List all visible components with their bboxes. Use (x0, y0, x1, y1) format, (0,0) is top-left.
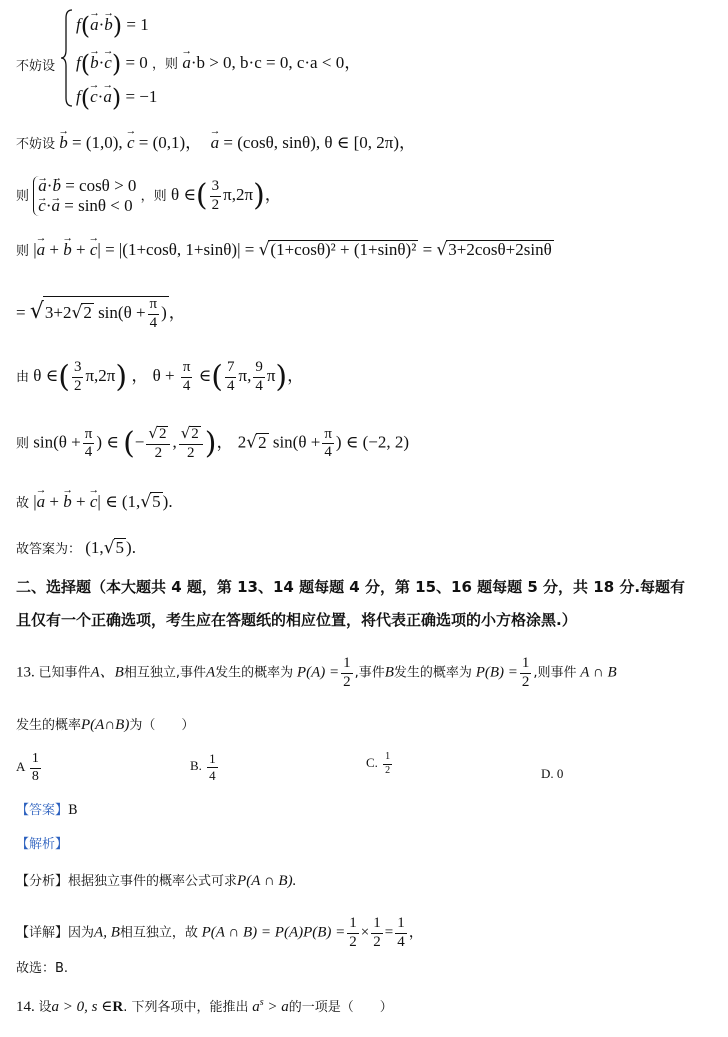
section-title-line2: 且仅有一个正确选项，考生应在答题纸的相应位置，将代表正确选项的小方格涂黑.） (16, 611, 577, 629)
q13-number: 13. (16, 664, 35, 681)
let-line: 不妨设 b → = (1,0), c → = (0,1)， a → = (cosθ, sinθ), θ ∈ [0, 2π)， (16, 134, 416, 151)
q13-option-c[interactable]: C. $\frac{1}{2}$ (366, 751, 391, 776)
section-title-line1: 二、选择题（本大题共 4 题，第 13、14 题每题 4 分，第 15、16 题每题 5 分，共 18 分.每题有 (16, 578, 686, 596)
system-eq2: f(b →·c →) = 0 ，则 a →·b > 0, b·c = 0, c·a < 0， (76, 52, 361, 76)
q13-analysis-tag: 【解析】 (16, 837, 69, 852)
hence-line: 故 |a → + b → + c →| ∈ (1,√5 ). (16, 492, 173, 511)
q13-option-b[interactable]: B. $\frac{1}{4}$ (190, 751, 216, 783)
q13-fenxi: 【分析】根据独立事件的概率公式可求P(A ∩ B). (16, 873, 297, 889)
q13-detail: 【详解】因为A, B相互独立，故 P(A ∩ B) = P(A)P(B) = $\frac{1}{2}$ × $\frac{1}{2}$ = $\frac{1}{4}$ ， (16, 915, 424, 950)
sin-range-line: 则 sin(θ + $\frac{\pi}{4}$ ) ∈ (− $\frac{√2}{2}$ , $\frac{√2}{2}$ )， 2√2 sin(θ + $\frac{\pi}{4}$ ) ∈ (−2, 2) (16, 424, 410, 461)
q14-number: 14. (16, 999, 35, 1015)
q13-option-d[interactable]: D. 0 (541, 766, 564, 781)
q13-stem-line2: 发生的概率P(A∩B)为（ ） (16, 717, 195, 733)
sqrt-sin-line: = √3+2√2 sin(θ + $\frac{\pi}{4}$ ) ， (16, 296, 186, 331)
q13-choose: 故选：B. (16, 961, 69, 976)
q13-option-a[interactable]: A $\frac{1}{8}$ (16, 751, 39, 784)
ineq-line: 则 a →·b → = cosθ > 0 c →·a → = sinθ < 0 ，则 θ ∈( $\frac{3}{2}$ π,2π)， (16, 176, 282, 216)
system-brace (60, 8, 74, 108)
q13-answer: 【答案】B (16, 803, 78, 818)
q14-stem: 14. 设a > 0, s ∈R. 下列各项中，能推出 $a^s > a$的一项是（ ） (16, 997, 393, 1015)
magnitude-line: 则 |a → + b → + c →| = |(1+cosθ, 1+sinθ)| = √(1+cosθ)² + (1+sinθ)² = √3+2cosθ+2sinθ (16, 240, 554, 259)
system-eq1: f(a →·b →) = 1 (76, 14, 149, 38)
system-conditions: ·b > 0, b·c = 0, c·a < 0， (190, 52, 362, 72)
from-theta-line: 由 θ ∈( $\frac{3}{2}$ π,2π) ， θ + $\frac{\pi}{4}$ ∈( $\frac{7}{4}$ π, $\frac{9}{4}$ π)， (16, 359, 305, 395)
system-eq3: f(c →·a →) = −1 (76, 86, 157, 110)
assume-label: 不妨设 (16, 59, 56, 74)
answer-line: 故答案为： (1,√5 ). (16, 538, 136, 558)
q13-stem-line1: 13. 已知事件A、B相互独立,事件A发生的概率为 P(A) = $\frac{1}{2}$ ,事件B发生的概率为 P(B) = $\frac{1}{2}$ ,则事件 A ∩ B (16, 655, 617, 690)
